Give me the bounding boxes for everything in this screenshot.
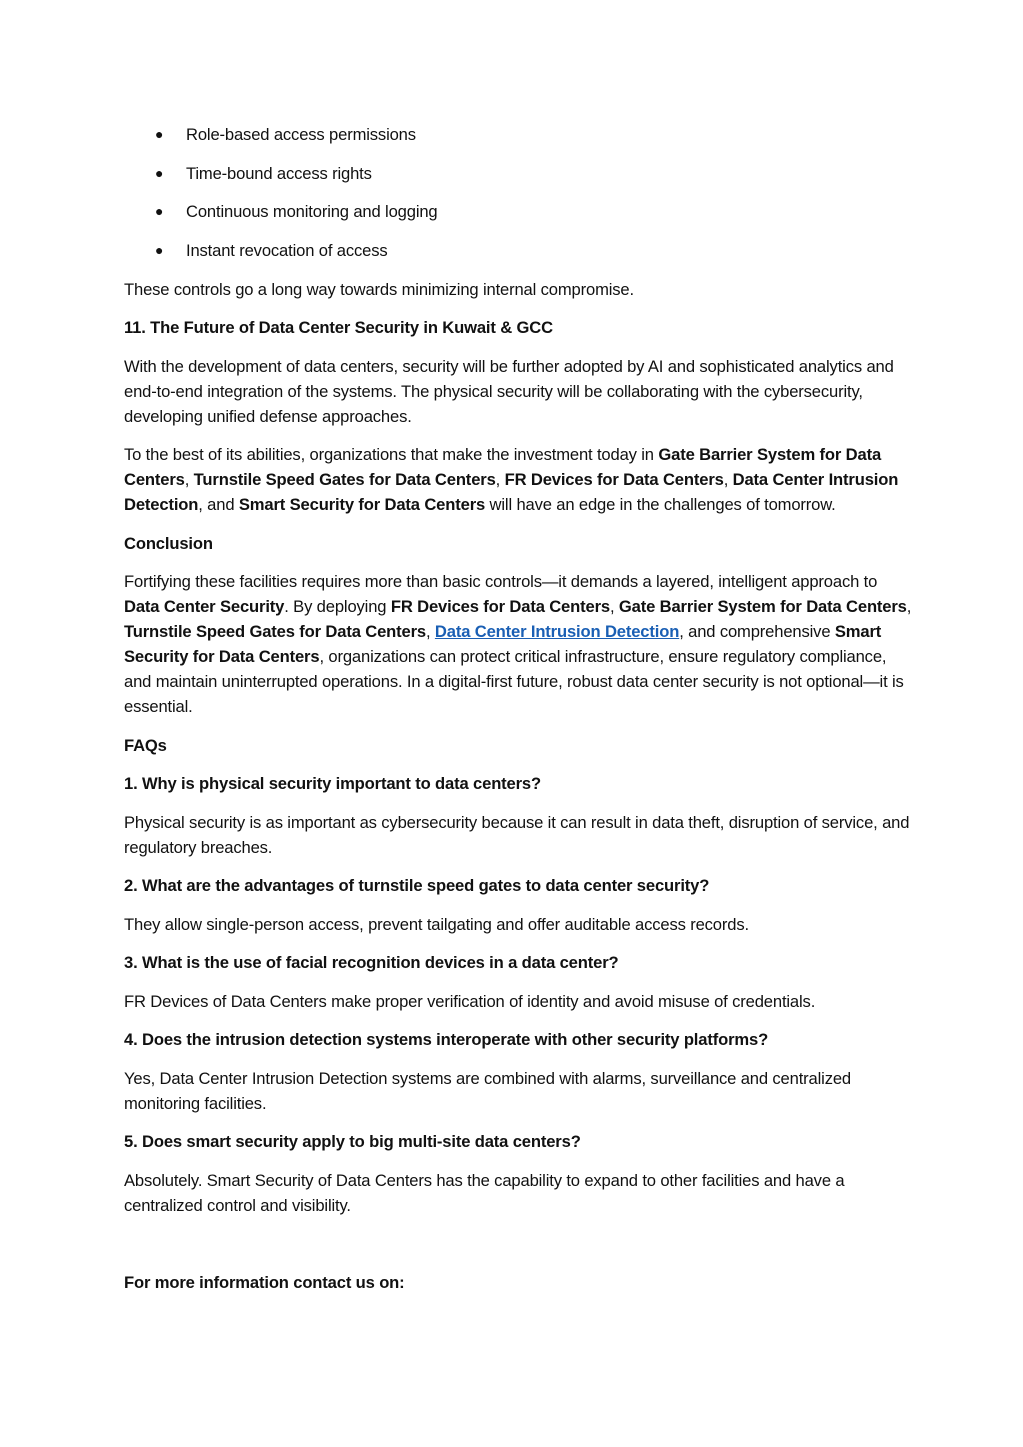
bold-term: Data Center Intrusion Detection xyxy=(124,470,899,515)
faq-answer: Physical security is as important as cybersecurity because it can result in data theft, disruption of service, and regulatory breaches. xyxy=(124,812,910,857)
controls-note: These controls go a long way towards minimizing internal compromise. xyxy=(124,279,634,299)
faq-answer: FR Devices of Data Centers make proper verification of identity and avoid misuse of credentials. xyxy=(124,991,816,1011)
bullet-icon: ● xyxy=(155,164,164,181)
text-run: , xyxy=(609,597,619,617)
text-run: , xyxy=(425,622,435,642)
access-controls-list xyxy=(124,122,914,263)
text-run: will have an edge in the challenges of tomorrow. xyxy=(485,495,836,515)
text-run: Fortifying these facilities requires more than basic controls—it demands a layered, intelligent approach to xyxy=(124,572,878,592)
faq-question: 1. Why is physical security important to data centers? xyxy=(124,774,542,794)
text-run: , xyxy=(495,470,505,490)
section-11-heading: 11. The Future of Data Center Security in Kuwait & GCC xyxy=(124,318,553,338)
section-11-paragraph-2 xyxy=(124,442,914,517)
faq-question: 5. Does smart security apply to big multi-site data centers? xyxy=(124,1132,581,1152)
text-run: To the best of its abilities, organizations that make the investment today in xyxy=(124,445,659,465)
list-item-text: Role-based access permissions xyxy=(186,125,416,144)
blank-line xyxy=(124,1231,914,1270)
bullet-icon: ● xyxy=(155,242,164,259)
text-run: , xyxy=(723,470,733,490)
list-item-text: Time-bound access rights xyxy=(186,163,372,183)
bullet-icon: ● xyxy=(155,126,164,142)
bold-term: Gate Barrier System for Data Centers xyxy=(618,597,907,617)
bold-term: Smart Security for Data Centers xyxy=(124,622,882,667)
faqs-heading: FAQs xyxy=(124,735,167,755)
text-run: , xyxy=(184,470,194,490)
document-page xyxy=(124,122,914,1309)
text-run: , and comprehensive xyxy=(679,622,835,642)
faq-question: 2. What are the advantages of turnstile speed gates to data center security? xyxy=(124,876,710,896)
text-run: , xyxy=(906,597,912,617)
list-item-text: Continuous monitoring and logging xyxy=(186,202,438,222)
faq-question: 3. What is the use of facial recognition devices in a data center? xyxy=(124,953,619,973)
list-item xyxy=(124,199,914,224)
section-11-paragraph-1: With the development of data centers, security will be further adopted by AI and sophisticated analytics and end-to-end integration of the systems. The physical security will be collaborating with the cybersecurity, developing unified defense approaches. xyxy=(124,356,894,426)
list-item xyxy=(124,161,914,186)
faq-answer: They allow single-person access, prevent tailgating and offer auditable access records. xyxy=(124,914,749,934)
list-item-text: Instant revocation of access xyxy=(186,241,388,261)
bold-term: Smart Security for Data Centers xyxy=(238,495,486,515)
bold-term: Data Center Security xyxy=(124,597,285,617)
conclusion-heading: Conclusion xyxy=(124,533,213,553)
faq-question: 4. Does the intrusion detection systems interoperate with other security platforms? xyxy=(124,1030,769,1050)
list-item xyxy=(124,122,914,147)
faq-answer: Absolutely. Smart Security of Data Centers has the capability to expand to other facilities and have a centralized control and visibility. xyxy=(124,1170,845,1215)
bold-term: FR Devices for Data Centers xyxy=(390,597,610,617)
bold-term: Gate Barrier System for Data Centers xyxy=(124,445,882,490)
bold-term: Turnstile Speed Gates for Data Centers xyxy=(124,622,426,642)
text-run: . By deploying xyxy=(284,597,391,617)
bullet-icon: ● xyxy=(155,203,164,220)
faq-answer: Yes, Data Center Intrusion Detection systems are combined with alarms, surveillance and centralized monitoring facilities. xyxy=(124,1068,851,1113)
text-run: , organizations can protect critical infrastructure, ensure regulatory compliance, and maintain uninterrupted operations. In a digital-first future, robust data center security is not optional—it is essential. xyxy=(124,647,904,717)
conclusion-paragraph xyxy=(124,569,914,719)
list-item xyxy=(124,238,914,263)
bold-term: Turnstile Speed Gates for Data Centers xyxy=(193,470,496,490)
bold-term: FR Devices for Data Centers xyxy=(504,470,724,490)
text-run: , and xyxy=(198,495,239,515)
contact-heading: For more information contact us on: xyxy=(124,1273,405,1293)
intrusion-detection-link[interactable]: Data Center Intrusion Detection xyxy=(434,622,680,642)
